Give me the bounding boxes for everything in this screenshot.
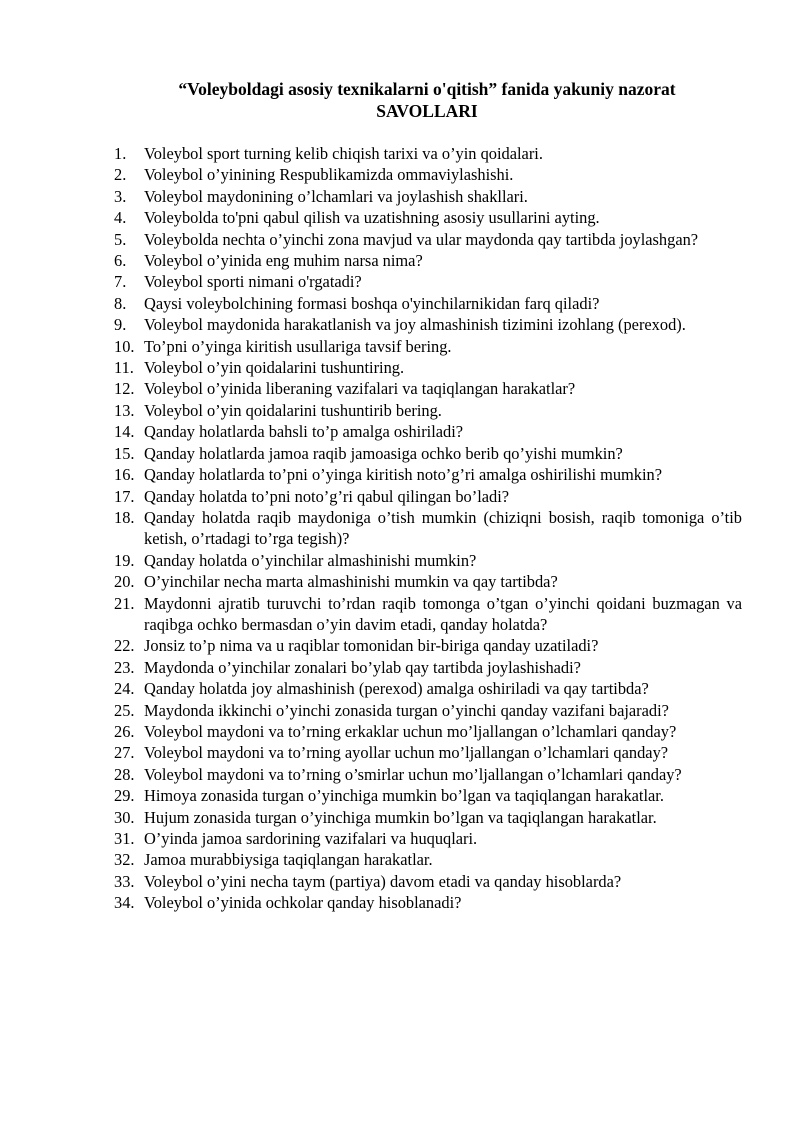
question-text: Maydonda o’yinchilar zonalari bo’ylab qay tartibda joylashishadi? bbox=[144, 657, 581, 677]
question-text: Qanday holatda o’yinchilar almashinishi mumkin? bbox=[144, 550, 477, 570]
question-item bbox=[114, 593, 742, 636]
question-text: Voleybol o’yin qoidalarini tushuntirib bering. bbox=[144, 400, 442, 420]
question-number: 3. bbox=[114, 186, 127, 206]
question-item bbox=[114, 378, 742, 399]
question-text: Qanday holatlarda to’pni o’yinga kiritish noto’g’ri amalga oshirilishi mumkin? bbox=[144, 465, 663, 485]
question-item bbox=[114, 635, 742, 656]
question-number: 26. bbox=[114, 721, 135, 741]
question-number: 27. bbox=[114, 743, 135, 763]
question-number: 24. bbox=[114, 679, 135, 699]
question-item bbox=[114, 550, 742, 571]
question-number: 4. bbox=[114, 208, 127, 228]
question-text: Voleybol o’yini necha taym (partiya) davom etadi va qanday hisoblarda? bbox=[144, 871, 622, 891]
question-item bbox=[114, 657, 742, 678]
question-item bbox=[114, 742, 742, 763]
question-number: 8. bbox=[114, 293, 127, 313]
question-item bbox=[114, 314, 742, 335]
question-item bbox=[114, 229, 742, 250]
question-number: 18. bbox=[114, 507, 135, 527]
question-text: Himoya zonasida turgan o’yinchiga mumkin bo’lgan va taqiqlangan harakatlar. bbox=[144, 786, 664, 806]
question-number: 33. bbox=[114, 871, 135, 891]
question-number: 12. bbox=[114, 379, 135, 399]
question-text: Maydonda ikkinchi o’yinchi zonasida turgan o’yinchi qanday vazifani bajaradi? bbox=[144, 700, 669, 720]
question-item bbox=[114, 143, 742, 164]
question-text: Qaysi voleybolchining formasi boshqa o'yinchilarnikidan farq qiladi? bbox=[144, 293, 600, 313]
question-text: O’yinchilar necha marta almashinishi mumkin va qay tartibda? bbox=[144, 572, 558, 592]
question-text: Qanday holatda raqib maydoniga o’tish mumkin (chiziqni bosish, raqib tomoniga o’tib ketish, o’rtadagi to’rga tegish)? bbox=[144, 507, 742, 549]
questions-list bbox=[114, 143, 742, 914]
question-number: 22. bbox=[114, 636, 135, 656]
question-number: 20. bbox=[114, 572, 135, 592]
question-text: Voleybol maydoni va to’rning o’smirlar uchun mo’ljallangan o’lchamlari qanday? bbox=[144, 764, 682, 784]
question-text: Qanday holatlarda jamoa raqib jamoasiga ochko berib qo’yishi mumkin? bbox=[144, 443, 623, 463]
question-text: Voleybol o’yinida eng muhim narsa nima? bbox=[144, 251, 423, 271]
question-text: Voleybol maydonida harakatlanish va joy almashinish tizimini izohlang (perexod). bbox=[144, 315, 686, 335]
question-text: Voleybolda nechta o’yinchi zona mavjud va ular maydonda qay tartibda joylashgan? bbox=[144, 229, 699, 249]
question-item bbox=[114, 892, 742, 913]
question-number: 6. bbox=[114, 251, 127, 271]
question-number: 2. bbox=[114, 165, 127, 185]
question-text: Jamoa murabbiysiga taqiqlangan harakatlar. bbox=[144, 850, 433, 870]
question-text: Voleybol maydoni va to’rning erkaklar uchun mo’ljallangan o’lchamlari qanday? bbox=[144, 721, 677, 741]
question-number: 1. bbox=[114, 144, 127, 163]
question-text: O’yinda jamoa sardorining vazifalari va huquqlari. bbox=[144, 829, 478, 848]
question-item bbox=[114, 721, 742, 742]
question-text: Voleybolda to'pni qabul qilish va uzatishning asosiy usullarini ayting. bbox=[144, 208, 600, 228]
question-item bbox=[114, 507, 742, 550]
question-text: Voleybol maydoni va to’rning ayollar uchun mo’ljallangan o’lchamlari qanday? bbox=[144, 743, 669, 763]
question-item bbox=[114, 293, 742, 314]
question-number: 23. bbox=[114, 657, 135, 677]
question-item bbox=[114, 764, 742, 785]
question-item bbox=[114, 849, 742, 870]
question-number: 10. bbox=[114, 336, 135, 356]
question-text: Hujum zonasida turgan o’yinchiga mumkin bo’lgan va taqiqlangan harakatlar. bbox=[144, 807, 657, 827]
question-number: 25. bbox=[114, 700, 135, 720]
question-item bbox=[114, 400, 742, 421]
question-number: 7. bbox=[114, 272, 127, 292]
question-text: Qanday holatlarda bahsli to’p amalga oshiriladi? bbox=[144, 422, 464, 442]
question-item bbox=[114, 357, 742, 378]
question-number: 32. bbox=[114, 850, 135, 870]
question-number: 30. bbox=[114, 807, 135, 827]
question-item bbox=[114, 207, 742, 228]
question-text: To’pni o’yinga kiritish usullariga tavsif bering. bbox=[144, 336, 452, 356]
question-number: 19. bbox=[114, 550, 135, 570]
question-number: 17. bbox=[114, 486, 135, 506]
question-text: Voleybol o’yin qoidalarini tushuntiring. bbox=[144, 358, 405, 378]
question-number: 16. bbox=[114, 465, 135, 485]
question-item bbox=[114, 464, 742, 485]
question-item bbox=[114, 443, 742, 464]
document-title: “Voleyboldagi asosiy texnikalarni o'qitish” fanida yakuniy nazorat bbox=[178, 79, 676, 99]
question-item bbox=[114, 700, 742, 721]
question-text: Voleybol sporti nimani o'rgatadi? bbox=[144, 272, 362, 292]
question-text: Voleybol o’yinida ochkolar qanday hisoblanadi? bbox=[144, 893, 462, 913]
question-item bbox=[114, 678, 742, 699]
question-number: 31. bbox=[114, 829, 135, 848]
question-text: Qanday holatda joy almashinish (perexod) amalga oshiriladi va qay tartibda? bbox=[144, 679, 649, 699]
question-item bbox=[114, 250, 742, 271]
question-item bbox=[114, 571, 742, 592]
question-number: 21. bbox=[114, 593, 135, 613]
question-text: Voleybol o’yinining Respublikamizda ommaviylashishi. bbox=[144, 165, 514, 185]
question-number: 9. bbox=[114, 315, 127, 335]
question-number: 29. bbox=[114, 786, 135, 806]
question-item bbox=[114, 336, 742, 357]
question-number: 28. bbox=[114, 764, 135, 784]
question-text: Qanday holatda to’pni noto’g’ri qabul qilingan bo’ladi? bbox=[144, 486, 510, 506]
question-number: 11. bbox=[114, 358, 134, 378]
question-item bbox=[114, 271, 742, 292]
question-number: 13. bbox=[114, 400, 135, 420]
question-item bbox=[114, 486, 742, 507]
question-item bbox=[114, 807, 742, 828]
question-number: 34. bbox=[114, 893, 135, 913]
question-item bbox=[114, 828, 742, 849]
question-text: Maydonni ajratib turuvchi to’rdan raqib tomonga o’tgan o’yinchi qoidani buzmagan va raqibga ochko bermasdan o’yin davim etadi, qanday holatda? bbox=[144, 593, 742, 634]
question-text: Voleybol maydonining o’lchamlari va joylashish shakllari. bbox=[144, 186, 528, 206]
document-subtitle: SAVOLLARI bbox=[376, 101, 478, 121]
question-item bbox=[114, 785, 742, 806]
question-text: Jonsiz to’p nima va u raqiblar tomonidan bir-biriga qanday uzatiladi? bbox=[144, 636, 599, 656]
question-number: 14. bbox=[114, 422, 135, 442]
question-text: Voleybol o’yinida liberaning vazifalari va taqiqlangan harakatlar? bbox=[144, 379, 576, 399]
question-number: 5. bbox=[114, 229, 127, 249]
question-item bbox=[114, 164, 742, 185]
question-text: Voleybol sport turning kelib chiqish tarixi va o’yin qoidalari. bbox=[144, 144, 543, 163]
question-item bbox=[114, 421, 742, 442]
question-number: 15. bbox=[114, 443, 135, 463]
question-item bbox=[114, 186, 742, 207]
question-item bbox=[114, 871, 742, 892]
